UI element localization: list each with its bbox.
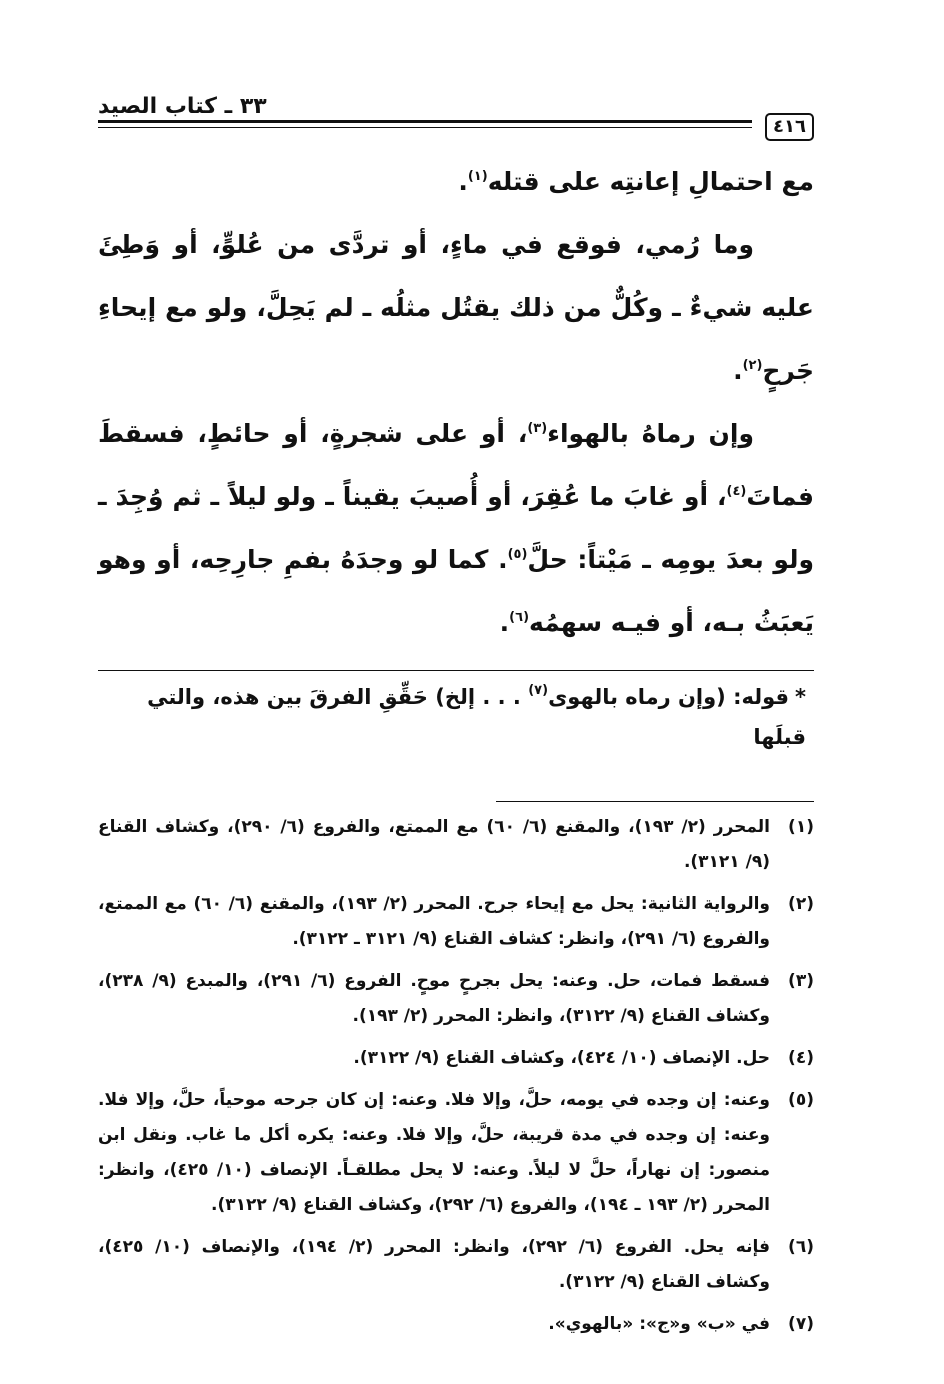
footnote-item [98, 1041, 814, 1076]
footnote-number: (٦) [788, 1237, 814, 1257]
footnote-marker: (١) [467, 169, 488, 184]
footnote-item [98, 964, 814, 1034]
footnote-text: والرواية الثانية: يحل مع إيحاء جرح. المحرر (٢/ ١٩٣)، والمقنع (٦/ ٦٠) مع الممتع، والفروع (٦/ ٢٩١)، وانظر: كشاف القناع (٩/ ٣١٢١ ـ ٣١٢٢). [98, 894, 770, 949]
footnote-number: (٧) [788, 1314, 814, 1334]
footnote-text: في «ب» و«ج»: «بالهوي». [548, 1314, 770, 1334]
footnote-text: وعنه: إن وجده في يومه، حلَّ، وإلا فلا. وعنه: إن كان جرحه موحياً، حلَّ، وإلا فلا. وعنه: إن وجده في مدة قريبة، حلَّ، وإلا فلا. وعنه: يكره أكل ما غاب. ونقل ابن منصور: إن نهاراً، حلَّ لا ليلاً. وعنه: لا يحل مطلقـاً. الإنصاف (١٠/ ٤٢٥)، وانظر: المحرر (٢/ ١٩٣ ـ ١٩٤)، والفروع (٦/ ٢٩٢)، وكشاف القناع (٩/ ٣١٢٢). [98, 1090, 770, 1215]
header-rule [98, 120, 752, 123]
footnote-marker: (٣) [527, 421, 548, 436]
book-page [98, 86, 814, 1356]
footnote-text: حل. الإنصاف (١٠/ ٤٢٤)، وكشاف القناع (٩/ ٣١٢٢). [353, 1048, 770, 1068]
footnote-number: (٤) [788, 1048, 814, 1068]
footnote-number: (٢) [788, 894, 814, 914]
footnotes [98, 810, 814, 1342]
footnote-number: (٥) [788, 1090, 814, 1110]
page-number: ٤١٦ [765, 113, 814, 141]
footnote-item [98, 1083, 814, 1223]
footnote-number: (٣) [788, 971, 814, 991]
commentary-note: *قوله: (وإن رماه بالهوى$^{(٧)}$ . . . إلخ) حَقِّقِ الفرقَ بين هذه، والتي قبلَها [147, 683, 806, 749]
paragraph-3: وإن رماهُ بالهواء$^{(٣)}$، أو على شجرةٍ، أو حائطٍ، فسقطَ فماتَ$^{(٤)}$، أو غابَ ما عُقِرَ، أو أُصيبَ يقيناً ـ ولو ليلاً ـ ثم وُجِدَ ـ ولو بعدَ يومِه ـ مَيْتاً: حلَّ$^{(٥)}$. كما لو وجدَهُ بفمِ جارِحِه، أو وهو يَعبَثُ بـه، أو فيـه سهمُه$^{(٦)}$. [98, 419, 814, 637]
running-title: ٣٣ ـ كتاب الصيد [98, 94, 267, 119]
main-text [98, 150, 814, 654]
commentary-star: * [795, 685, 806, 709]
footnote-marker: (٦) [509, 610, 530, 625]
paragraph-1: مع احتمالِ إعانتِه على قتله$^{(١)}$. [458, 167, 814, 196]
footnote-item [98, 1307, 814, 1342]
footnote-marker: (٧) [528, 683, 549, 698]
commentary-separator [98, 670, 814, 671]
header-rule-thin [98, 127, 752, 128]
footnote-text: فإنه يحل. الفروع (٦/ ٢٩٢)، وانظر: المحرر (٢/ ١٩٤)، والإنصاف (١٠/ ٤٢٥)، وكشاف القناع (٩/ ٣١٢٢). [98, 1237, 770, 1292]
footnote-item [98, 1230, 814, 1300]
footnote-text: فسقط فمات، حل. وعنه: يحل بجرحٍ موحٍ. الفروع (٦/ ٢٩١)، والمبدع (٩/ ٢٣٨)، وكشاف القناع (٩/ ٣١٢٢)، وانظر: المحرر (٢/ ١٩٣). [98, 971, 770, 1026]
footnote-number: (١) [788, 817, 814, 837]
footnote-item [98, 887, 814, 957]
paragraph-2: وما رُمي، فوقع في ماءٍ، أو تردَّى من عُلوٍّ، أو وَطِئَ عليه شيءٌ ـ وكُلٌّ من ذلك يقتُل مثلُه ـ لم يَحِلَّ، ولو مع إيحاءِ جَرحٍ$^{(٢)}$. [98, 230, 814, 385]
footnote-marker: (٤) [726, 484, 747, 499]
footnote-item [98, 810, 814, 880]
footnote-separator [496, 801, 814, 802]
footnote-marker: (٥) [507, 547, 528, 562]
page-header [98, 86, 814, 144]
footnote-marker: (٢) [742, 358, 763, 373]
footnote-text: المحرر (٢/ ١٩٣)، والمقنع (٦/ ٦٠) مع الممتع، والفروع (٦/ ٢٩٠)، وكشاف القناع (٩/ ٣١٢١). [98, 817, 770, 872]
